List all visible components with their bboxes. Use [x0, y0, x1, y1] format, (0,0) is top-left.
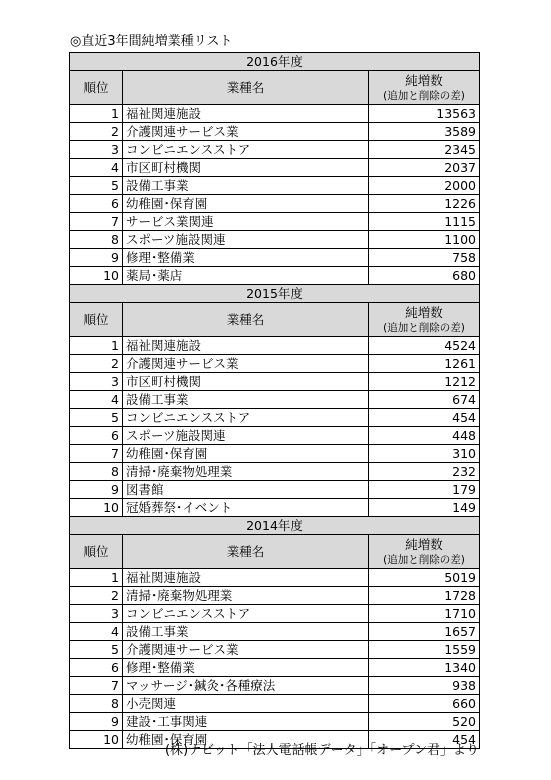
industry-cell: 建設･工事関連: [123, 713, 369, 731]
net-increase-cell: 1340: [369, 659, 480, 677]
net-increase-cell: 4524: [369, 337, 480, 355]
rank-header: 順位: [70, 303, 123, 337]
industry-cell: 市区町村機関: [123, 373, 369, 391]
year-label: 2015年度: [70, 285, 480, 303]
industry-cell: 小売関連: [123, 695, 369, 713]
rank-cell: 8: [70, 463, 123, 481]
rank-cell: 10: [70, 499, 123, 517]
industry-cell: 冠婚葬祭･イベント: [123, 499, 369, 517]
industry-cell: 修理･整備業: [123, 249, 369, 267]
rank-cell: 3: [70, 605, 123, 623]
industry-cell: 清掃･廃棄物処理業: [123, 463, 369, 481]
net-increase-header: [369, 71, 480, 105]
industry-header: 業種名: [123, 303, 369, 337]
page-title: ◎直近3年間純増業種リスト: [70, 34, 233, 49]
rank-cell: 2: [70, 355, 123, 373]
rank-cell: 4: [70, 159, 123, 177]
net-increase-cell: 1559: [369, 641, 480, 659]
net-increase-header: [369, 303, 480, 337]
net-increase-header-label: 純増数: [405, 536, 443, 552]
net-increase-header-label: 純増数: [405, 72, 443, 88]
rank-cell: 5: [70, 409, 123, 427]
year-header-row: [70, 53, 480, 71]
net-increase-cell: 2000: [369, 177, 480, 195]
net-increase-header-label: 純増数: [405, 304, 443, 320]
rank-cell: 2: [70, 123, 123, 141]
industry-cell: 設備工事業: [123, 177, 369, 195]
net-increase-header-sublabel: (追加と削除の差): [383, 553, 465, 566]
industry-cell: コンビニエンスストア: [123, 409, 369, 427]
net-increase-cell: 2345: [369, 141, 480, 159]
table-row: [70, 267, 480, 285]
ranking-table-body: [70, 53, 480, 749]
table-row: [70, 355, 480, 373]
net-increase-cell: 13563: [369, 105, 480, 123]
table-row: [70, 391, 480, 409]
net-increase-cell: 1115: [369, 213, 480, 231]
rank-cell: 8: [70, 695, 123, 713]
table-row: [70, 641, 480, 659]
rank-cell: 5: [70, 177, 123, 195]
net-increase-cell: 1657: [369, 623, 480, 641]
rank-cell: 3: [70, 141, 123, 159]
table-row: [70, 195, 480, 213]
column-header-row: [70, 535, 480, 569]
year-header-row: [70, 285, 480, 303]
industry-header: 業種名: [123, 535, 369, 569]
rank-cell: 7: [70, 445, 123, 463]
net-increase-cell: 1710: [369, 605, 480, 623]
table-row: [70, 337, 480, 355]
rank-cell: 7: [70, 677, 123, 695]
table-row: [70, 123, 480, 141]
industry-cell: 福祉関連施設: [123, 337, 369, 355]
rank-cell: 7: [70, 213, 123, 231]
table-row: [70, 409, 480, 427]
table-row: [70, 481, 480, 499]
net-increase-cell: 454: [369, 409, 480, 427]
table-row: [70, 159, 480, 177]
rank-cell: 1: [70, 105, 123, 123]
industry-cell: サービス業関連: [123, 213, 369, 231]
industry-cell: 幼稚園･保育園: [123, 445, 369, 463]
net-increase-header-sublabel: (追加と削除の差): [383, 89, 465, 102]
rank-cell: 4: [70, 623, 123, 641]
column-header-row: [70, 71, 480, 105]
industry-cell: 福祉関連施設: [123, 105, 369, 123]
net-increase-cell: 3589: [369, 123, 480, 141]
net-increase-header-sublabel: (追加と削除の差): [383, 321, 465, 334]
rank-cell: 6: [70, 659, 123, 677]
net-increase-cell: 448: [369, 427, 480, 445]
industry-cell: 薬局･薬店: [123, 267, 369, 285]
rank-cell: 6: [70, 427, 123, 445]
source-credit: (株)ナビット「法人電話帳データ」「オープン君」より: [165, 743, 479, 758]
table-row: [70, 695, 480, 713]
rank-cell: 8: [70, 231, 123, 249]
industry-cell: 清掃･廃棄物処理業: [123, 587, 369, 605]
table-row: [70, 249, 480, 267]
rank-cell: 1: [70, 569, 123, 587]
industry-cell: スポーツ施設関連: [123, 231, 369, 249]
industry-cell: 幼稚園･保育園: [123, 731, 369, 749]
table-row: [70, 177, 480, 195]
industry-cell: 設備工事業: [123, 391, 369, 409]
table-row: [70, 569, 480, 587]
net-increase-cell: 179: [369, 481, 480, 499]
net-increase-cell: 660: [369, 695, 480, 713]
table-row: [70, 659, 480, 677]
rank-header: 順位: [70, 535, 123, 569]
net-increase-cell: 680: [369, 267, 480, 285]
industry-cell: 幼稚園･保育園: [123, 195, 369, 213]
table-row: [70, 213, 480, 231]
industry-cell: 修理･整備業: [123, 659, 369, 677]
net-increase-cell: 674: [369, 391, 480, 409]
net-increase-cell: 758: [369, 249, 480, 267]
industry-cell: スポーツ施設関連: [123, 427, 369, 445]
rank-cell: 6: [70, 195, 123, 213]
rank-cell: 9: [70, 713, 123, 731]
rank-cell: 4: [70, 391, 123, 409]
net-increase-cell: 310: [369, 445, 480, 463]
industry-cell: 介護関連サービス業: [123, 123, 369, 141]
table-row: [70, 623, 480, 641]
year-header-row: [70, 517, 480, 535]
table-row: [70, 587, 480, 605]
column-header-row: [70, 303, 480, 337]
industry-header: 業種名: [123, 71, 369, 105]
net-increase-cell: 1728: [369, 587, 480, 605]
rank-cell: 9: [70, 481, 123, 499]
industry-cell: 介護関連サービス業: [123, 355, 369, 373]
net-increase-cell: 454: [369, 731, 480, 749]
industry-cell: 福祉関連施設: [123, 569, 369, 587]
net-increase-header: [369, 535, 480, 569]
ranking-tables: [69, 52, 479, 749]
industry-cell: 設備工事業: [123, 623, 369, 641]
table-row: [70, 141, 480, 159]
rank-cell: 9: [70, 249, 123, 267]
table-row: [70, 427, 480, 445]
rank-cell: 3: [70, 373, 123, 391]
industry-cell: コンビニエンスストア: [123, 605, 369, 623]
net-increase-cell: 1100: [369, 231, 480, 249]
industry-cell: コンビニエンスストア: [123, 141, 369, 159]
ranking-table: [69, 52, 480, 749]
net-increase-cell: 1212: [369, 373, 480, 391]
table-row: [70, 231, 480, 249]
rank-cell: 2: [70, 587, 123, 605]
year-label: 2016年度: [70, 53, 480, 71]
industry-cell: 図書館: [123, 481, 369, 499]
table-row: [70, 463, 480, 481]
net-increase-cell: 1226: [369, 195, 480, 213]
net-increase-cell: 938: [369, 677, 480, 695]
rank-header: 順位: [70, 71, 123, 105]
net-increase-cell: 2037: [369, 159, 480, 177]
year-label: 2014年度: [70, 517, 480, 535]
rank-cell: 5: [70, 641, 123, 659]
table-row: [70, 677, 480, 695]
table-row: [70, 445, 480, 463]
rank-cell: 10: [70, 267, 123, 285]
rank-cell: 1: [70, 337, 123, 355]
industry-cell: マッサージ･鍼灸･各種療法: [123, 677, 369, 695]
table-row: [70, 373, 480, 391]
net-increase-cell: 149: [369, 499, 480, 517]
net-increase-cell: 520: [369, 713, 480, 731]
net-increase-cell: 232: [369, 463, 480, 481]
industry-cell: 介護関連サービス業: [123, 641, 369, 659]
rank-cell: 10: [70, 731, 123, 749]
net-increase-cell: 5019: [369, 569, 480, 587]
net-increase-cell: 1261: [369, 355, 480, 373]
table-row: [70, 499, 480, 517]
table-row: [70, 713, 480, 731]
table-row: [70, 105, 480, 123]
table-row: [70, 605, 480, 623]
industry-cell: 市区町村機関: [123, 159, 369, 177]
